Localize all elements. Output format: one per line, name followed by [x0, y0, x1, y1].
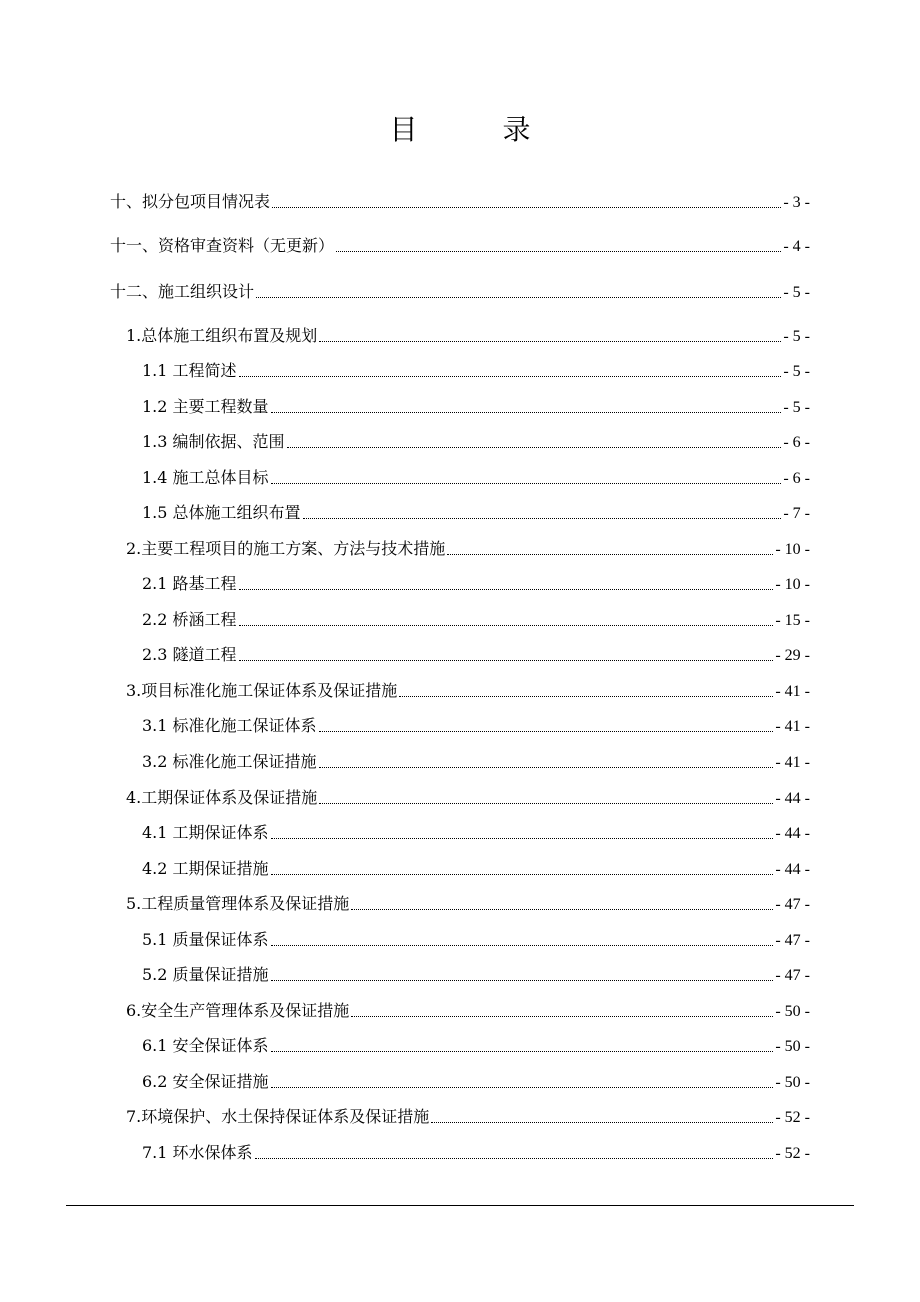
- toc-entry[interactable]: [126, 324, 810, 348]
- toc-entry-title: 3.2 标准化施工保证措施: [142, 752, 317, 771]
- toc-entry-title: 5.1 质量保证体系: [142, 930, 269, 949]
- toc-entry-page: - 41 -: [775, 754, 810, 771]
- toc-leader-dots: [431, 1121, 773, 1123]
- toc-leader-dots: [255, 1157, 774, 1159]
- toc-entry-page: - 29 -: [775, 647, 810, 664]
- toc-leader-dots: [351, 908, 773, 910]
- toc-entry[interactable]: [142, 928, 810, 952]
- toc-leader-dots: [271, 1050, 774, 1052]
- toc-entry-title: 1.1 工程简述: [142, 361, 237, 380]
- toc-leader-dots: [272, 206, 781, 208]
- toc-entry-page: - 7 -: [783, 505, 810, 522]
- toc-entry-title: 5.2 质量保证措施: [142, 965, 269, 984]
- toc-entry-page: - 10 -: [775, 576, 810, 593]
- toc-entry[interactable]: [142, 430, 810, 454]
- toc-entry-page: - 5 -: [783, 284, 810, 301]
- toc-leader-dots: [239, 624, 774, 626]
- toc-entry-page: - 4 -: [783, 238, 810, 255]
- toc-entry-page: - 6 -: [783, 470, 810, 487]
- toc-entry[interactable]: [142, 1141, 810, 1165]
- toc-entry[interactable]: [142, 750, 810, 774]
- toc-leader-dots: [271, 837, 774, 839]
- toc-entry-title: 2.主要工程项目的施工方案、方法与技术措施: [126, 539, 446, 558]
- toc-entry-page: - 52 -: [775, 1109, 810, 1126]
- toc-entry-title: 4.2 工期保证措施: [142, 859, 269, 878]
- toc-entry[interactable]: [142, 963, 810, 987]
- toc-entry[interactable]: [142, 608, 810, 632]
- toc-leader-dots: [303, 517, 782, 519]
- toc-entry-page: - 5 -: [783, 363, 810, 380]
- toc-entry-title: 1.4 施工总体目标: [142, 468, 269, 487]
- toc-entry-title: 6.2 安全保证措施: [142, 1072, 269, 1091]
- toc-entry-page: - 44 -: [775, 861, 810, 878]
- toc-entry-page: - 41 -: [775, 718, 810, 735]
- toc-entry-page: - 10 -: [775, 541, 810, 558]
- toc-entry[interactable]: [142, 821, 810, 845]
- toc-entry[interactable]: [142, 395, 810, 419]
- toc-entry[interactable]: [142, 501, 810, 525]
- toc-leader-dots: [271, 482, 782, 484]
- toc-entry[interactable]: [142, 466, 810, 490]
- toc-entry-page: - 41 -: [775, 683, 810, 700]
- toc-entry-title: 十、拟分包项目情况表: [110, 192, 271, 211]
- toc-entry[interactable]: [110, 190, 810, 214]
- toc-entry-page: - 3 -: [783, 194, 810, 211]
- toc-entry[interactable]: [126, 537, 810, 561]
- toc-leader-dots: [319, 730, 774, 732]
- page-title: 目 录: [389, 113, 569, 146]
- toc-entry-title: 十二、施工组织设计: [110, 282, 255, 301]
- toc-leader-dots: [351, 1015, 773, 1017]
- toc-leader-dots: [287, 446, 782, 448]
- toc-entry-page: - 50 -: [775, 1038, 810, 1055]
- toc-entry[interactable]: [142, 857, 810, 881]
- toc-entry-page: - 5 -: [783, 399, 810, 416]
- toc-entry[interactable]: [142, 1070, 810, 1094]
- toc-leader-dots: [256, 296, 781, 298]
- toc-entry[interactable]: [142, 643, 810, 667]
- toc-leader-dots: [271, 1086, 774, 1088]
- toc-entry-title: 7.环境保护、水土保持保证体系及保证措施: [126, 1107, 430, 1126]
- toc-entry-page: - 47 -: [775, 967, 810, 984]
- toc-entry[interactable]: [110, 280, 810, 304]
- toc-entry[interactable]: [126, 892, 810, 916]
- toc-entry-page: - 50 -: [775, 1074, 810, 1091]
- toc-leader-dots: [319, 766, 774, 768]
- toc-entry-page: - 15 -: [775, 612, 810, 629]
- toc-leader-dots: [319, 340, 781, 342]
- toc-leader-dots: [399, 695, 773, 697]
- footer-divider: [66, 1205, 854, 1206]
- toc-entry-page: - 5 -: [783, 328, 810, 345]
- toc-entry-page: - 47 -: [775, 896, 810, 913]
- toc-entry[interactable]: [142, 359, 810, 383]
- toc-entry-title: 6.1 安全保证体系: [142, 1036, 269, 1055]
- toc-entry-page: - 6 -: [783, 434, 810, 451]
- toc-leader-dots: [319, 802, 773, 804]
- toc-leader-dots: [336, 250, 781, 252]
- toc-entry-title: 4.1 工期保证体系: [142, 823, 269, 842]
- toc-entry[interactable]: [126, 999, 810, 1023]
- toc-leader-dots: [271, 979, 774, 981]
- toc-entry-title: 1.2 主要工程数量: [142, 397, 269, 416]
- toc-entry[interactable]: [126, 679, 810, 703]
- toc-entry-title: 4.工期保证体系及保证措施: [126, 788, 318, 807]
- toc-entry-title: 2.1 路基工程: [142, 574, 237, 593]
- toc-entry[interactable]: [126, 1105, 810, 1129]
- toc-entry-title: 2.3 隧道工程: [142, 645, 237, 664]
- toc-entry[interactable]: [142, 572, 810, 596]
- toc-leader-dots: [239, 375, 782, 377]
- toc-entry[interactable]: [142, 1034, 810, 1058]
- toc-leader-dots: [271, 944, 774, 946]
- toc-leader-dots: [447, 553, 773, 555]
- toc-entry-page: - 44 -: [775, 825, 810, 842]
- toc-leader-dots: [239, 588, 774, 590]
- toc-entry-title: 3.1 标准化施工保证体系: [142, 716, 317, 735]
- toc-leader-dots: [239, 659, 774, 661]
- toc-entry[interactable]: [142, 714, 810, 738]
- toc-entry-title: 十一、资格审查资料（无更新）: [110, 236, 335, 255]
- toc-leader-dots: [271, 873, 774, 875]
- toc-entry-title: 5.工程质量管理体系及保证措施: [126, 894, 350, 913]
- toc-entry-title: 6.安全生产管理体系及保证措施: [126, 1001, 350, 1020]
- toc-entry-page: - 50 -: [775, 1003, 810, 1020]
- toc-entry-title: 1.3 编制依据、范围: [142, 432, 285, 451]
- toc-entry-title: 1.总体施工组织布置及规划: [126, 326, 318, 345]
- toc-entry-title: 1.5 总体施工组织布置: [142, 503, 301, 522]
- toc-entry[interactable]: [110, 234, 810, 258]
- toc-entry[interactable]: [126, 786, 810, 810]
- toc-entry-title: 7.1 环水保体系: [142, 1143, 253, 1162]
- toc-entry-page: - 52 -: [775, 1145, 810, 1162]
- toc-entry-page: - 47 -: [775, 932, 810, 949]
- toc-entry-title: 2.2 桥涵工程: [142, 610, 237, 629]
- toc-leader-dots: [271, 411, 782, 413]
- toc-entry-title: 3.项目标准化施工保证体系及保证措施: [126, 681, 398, 700]
- toc-entry-page: - 44 -: [775, 790, 810, 807]
